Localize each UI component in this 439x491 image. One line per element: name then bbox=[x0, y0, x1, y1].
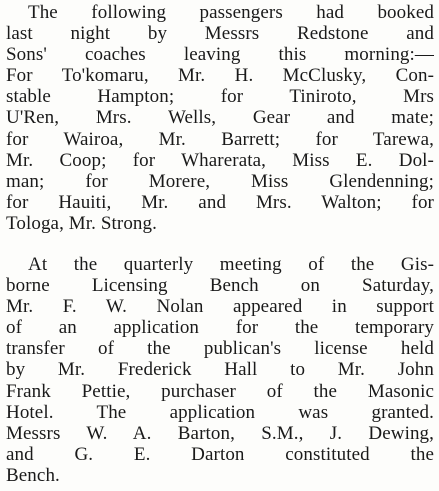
text-line: Mr. F. W. Nolan appeared in support bbox=[6, 296, 434, 318]
text-line: of an application for the temporary bbox=[6, 317, 434, 339]
text-line: man; for Morere, Miss Glendenning; bbox=[6, 170, 434, 192]
text-line: borne Licensing Bench on Saturday, bbox=[6, 275, 434, 297]
text-line: for Hauiti, Mr. and Mrs. Walton; for bbox=[6, 191, 434, 213]
text-line: For To'komaru, Mr. H. McClusky, Con- bbox=[6, 65, 434, 87]
text-line: for Wairoa, Mr. Barrett; for Tarewa, bbox=[6, 128, 434, 150]
text-line: At the quarterly meeting of the Gis- bbox=[28, 254, 434, 275]
text-line: and G. E. Darton constituted the bbox=[6, 443, 434, 465]
text-line: Sons' coaches leaving this morning:— bbox=[6, 44, 434, 66]
text-line: transfer of the publican's license held bbox=[6, 338, 434, 360]
paragraph-licensing-bench bbox=[6, 254, 434, 486]
text-line: Mr. Coop; for Wharerata, Miss E. Dol- bbox=[6, 149, 434, 171]
text-line: stable Hampton; for Tiniroto, Mrs bbox=[6, 86, 434, 108]
text-line: last night by Messrs Redstone and bbox=[6, 23, 434, 45]
text-line: The following passengers had booked bbox=[28, 2, 434, 23]
text-line: U'Ren, Mrs. Wells, Gear and mate; bbox=[6, 107, 434, 129]
text-line: Bench. bbox=[6, 464, 60, 486]
text-line: Messrs W. A. Barton, S.M., J. Dewing, bbox=[6, 422, 434, 444]
paragraph-passengers bbox=[6, 2, 434, 234]
text-line: Tologa, Mr. Strong. bbox=[6, 212, 157, 234]
text-line: Frank Pettie, purchaser of the Masonic bbox=[6, 380, 434, 402]
text-line: by Mr. Frederick Hall to Mr. John bbox=[6, 359, 434, 381]
text-line: Hotel. The application was granted. bbox=[6, 401, 434, 423]
